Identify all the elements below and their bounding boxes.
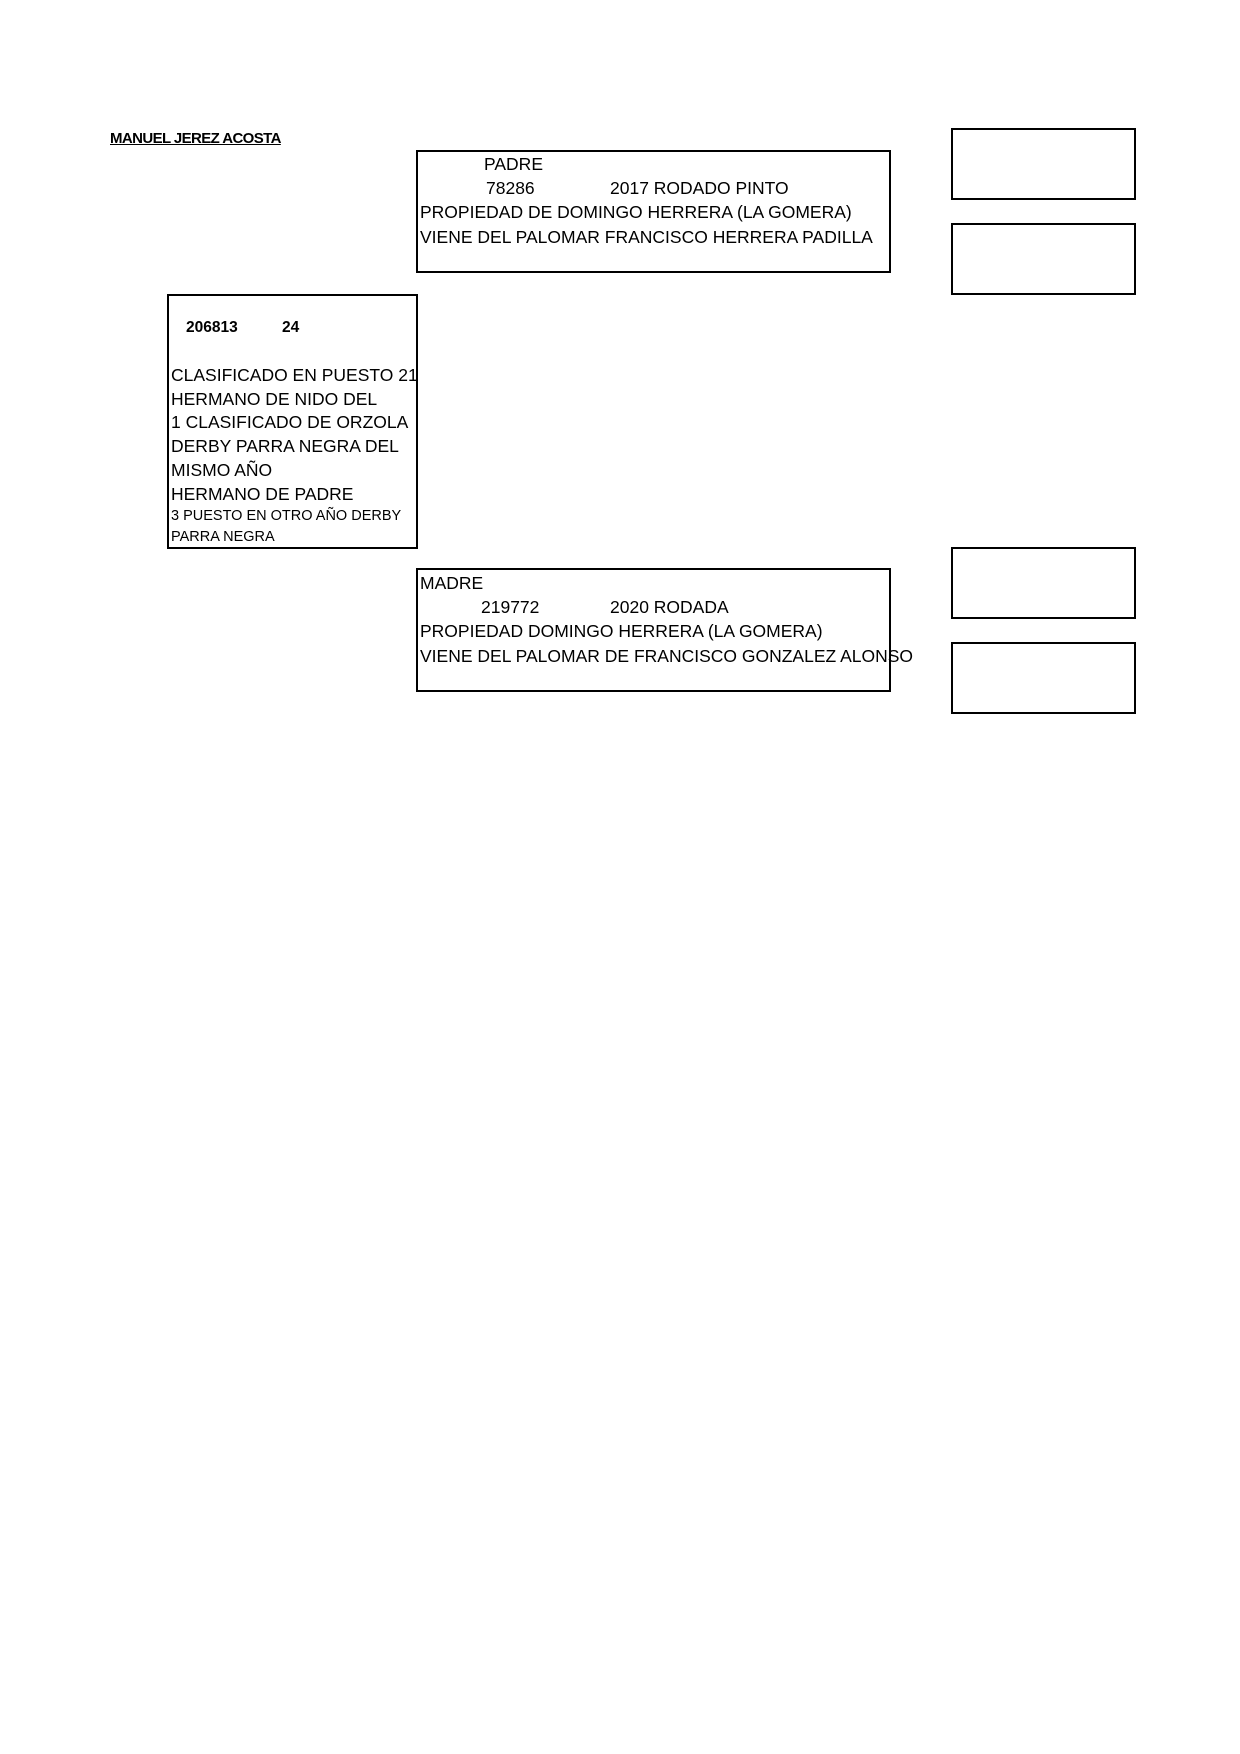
pigeon-small-note: 3 PUESTO EN OTRO AÑO DERBY: [171, 508, 402, 524]
pigeon-note: DERBY PARRA NEGRA DEL: [171, 436, 399, 456]
pigeon-year: 24: [282, 319, 300, 336]
sire-owner: PROPIEDAD DE DOMINGO HERRERA (LA GOMERA): [420, 202, 852, 222]
pigeon-small-note: PARRA NEGRA: [171, 529, 275, 545]
pigeon-note: HERMANO DE NIDO DEL: [171, 389, 378, 409]
maternal-granddam-box: [951, 642, 1136, 714]
pigeon-ring-number: 206813: [186, 319, 238, 336]
dam-origin: VIENE DEL PALOMAR DE FRANCISCO GONZALEZ ALONSO: [420, 646, 914, 666]
dam-card: [416, 568, 914, 692]
sire-year-color: 2017 RODADO PINTO: [610, 178, 789, 198]
sire-ring-number: 78286: [486, 178, 535, 198]
maternal-grandsire-box: [951, 547, 1136, 619]
pigeon-note: 1 CLASIFICADO DE ORZOLA: [171, 412, 409, 432]
sire-origin: VIENE DEL PALOMAR FRANCISCO HERRERA PADILLA: [420, 227, 873, 247]
sire-heading: PADRE: [484, 154, 543, 174]
dam-ring-number: 219772: [481, 597, 540, 617]
dam-owner: PROPIEDAD DOMINGO HERRERA (LA GOMERA): [420, 621, 823, 641]
dam-heading: MADRE: [420, 573, 484, 593]
paternal-grandsire-box: [951, 128, 1136, 200]
pigeon-card: [167, 294, 418, 549]
paternal-granddam-box: [951, 223, 1136, 295]
pigeon-note: HERMANO DE PADRE: [171, 484, 354, 504]
sire-card: [416, 150, 891, 273]
pigeon-note: MISMO AÑO: [171, 460, 273, 480]
dam-year-color: 2020 RODADA: [610, 597, 729, 617]
pigeon-note: CLASIFICADO EN PUESTO 21: [171, 365, 418, 385]
breeder-name: MANUEL JEREZ ACOSTA: [110, 130, 281, 147]
